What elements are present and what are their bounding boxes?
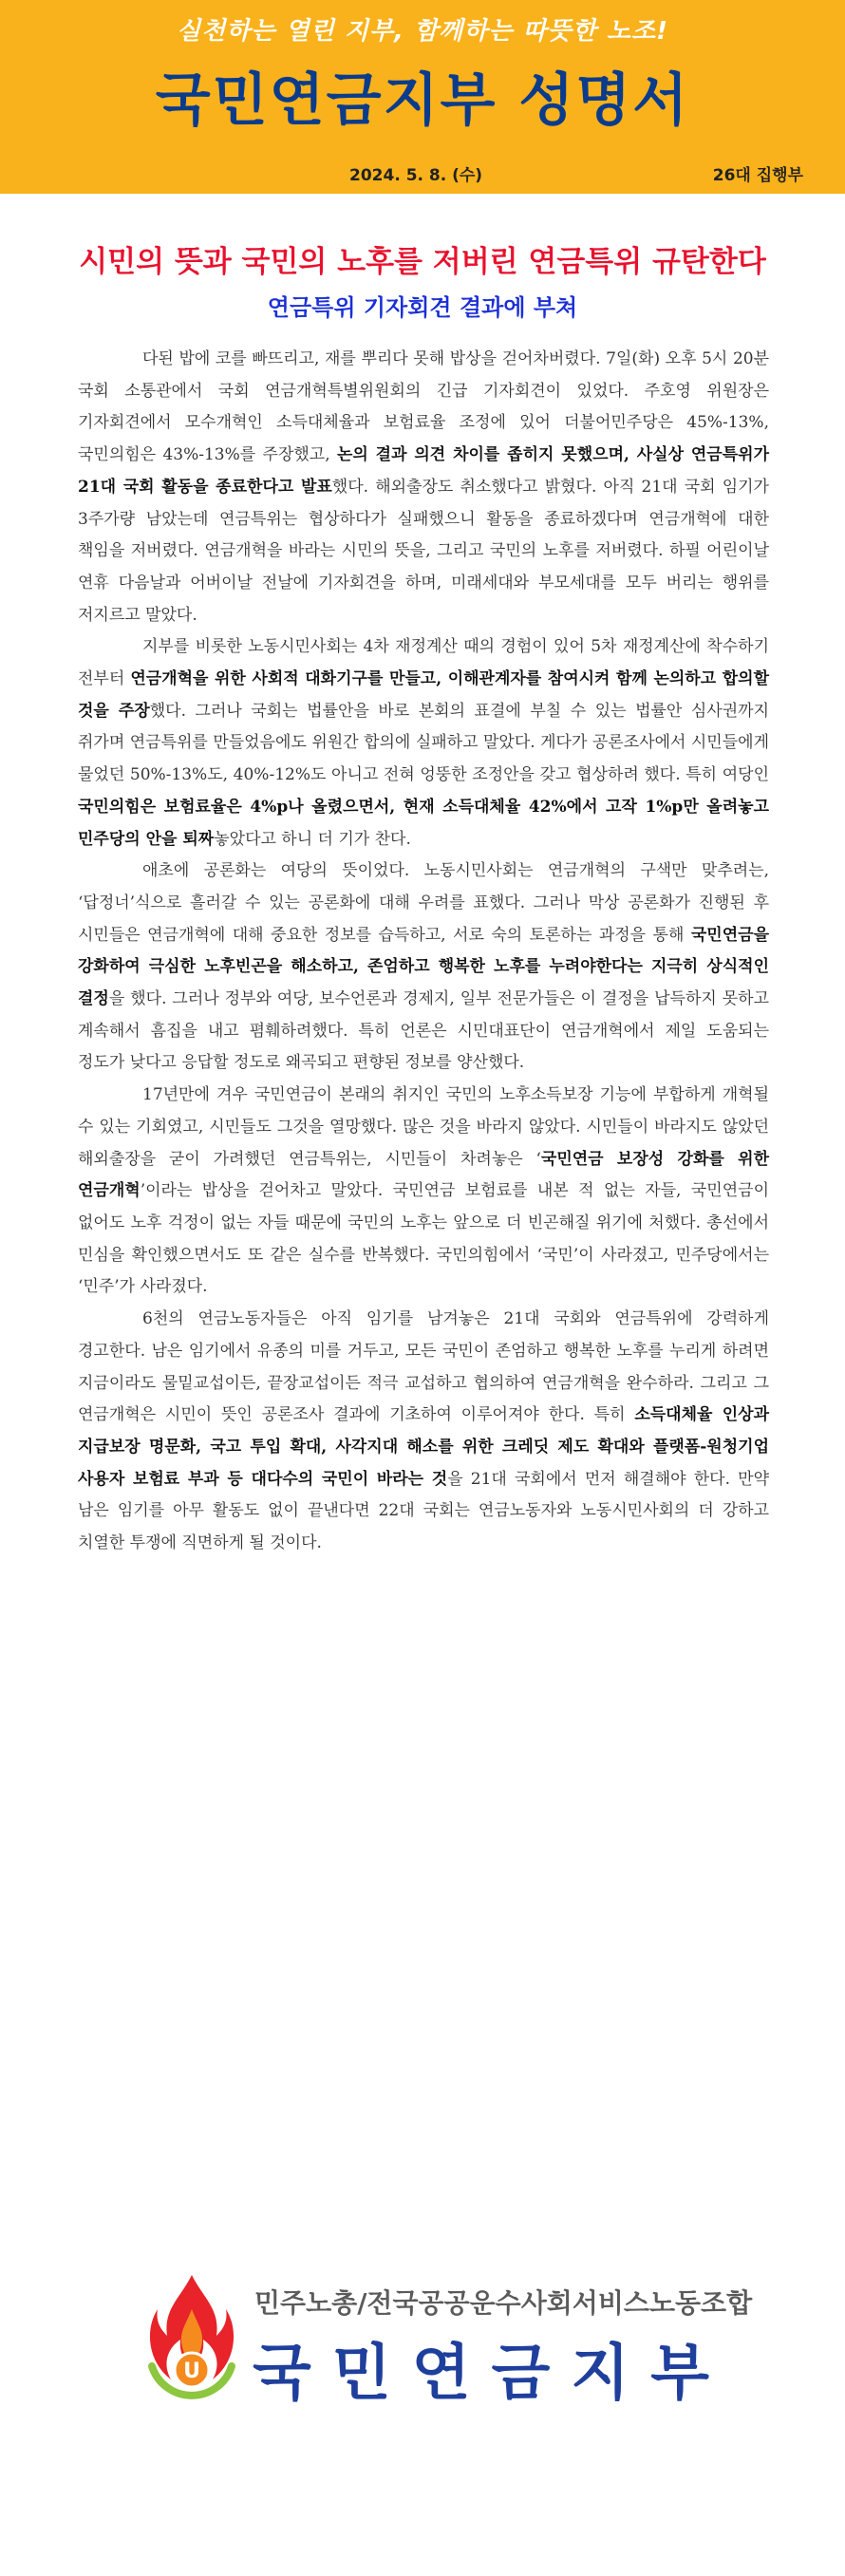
- statement-date: 2024. 5. 8. (수): [349, 166, 483, 185]
- emphasis-text: 소득대체율 인상과 지급보장 명문화, 국고 투입 확대, 사각지대 해소를 위한 크레딧 제도 확대와 플랫폼-원청기업 사용자 보험료 부과 등 대다수의 국민이 바라는 것: [78, 1405, 770, 1489]
- emphasis-text: 국민연금 보장성 강화를 위한 연금개혁: [78, 1149, 769, 1201]
- union-name: 민주노총/전국공공운수사회서비스노동조합: [254, 2287, 753, 2319]
- body-text-segment: 했다. 해외출장도 취소했다고 밝혔다. 아직 21대 국회 임기가 3주가량 남았는데 연금특위는 협상하다가 실패했으니 활동을 종료하겠다며 연금개혁에 대한 책임을 저버렸다. 연금개혁을 바라는 시민의 뜻을, 그리고 국민의 노후를 저버렸다. 하필 어린이날 연휴 다음날과 어버이날 전날에 기자회견을 하며, 미래세대와 부모세대를 모두 버리는 행위를 저지르고 말았다.: [78, 477, 769, 625]
- body-text-segment: 을 했다. 그러나 정부와 여당, 보수언론과 경제지, 일부 전문가들은 이 결정을 납득하지 못하고 계속해서 흠집을 내고 폄훼하려했다. 특히 언론은 시민대표단이 연금개혁에서 제일 도움되는 정도가 낮다고 응답할 정도로 왜곡되고 편향된 정보를 양산했다.: [78, 989, 769, 1073]
- header-slogan: 실천하는 열린 지부, 함께하는 따뜻한 노조!: [177, 17, 668, 46]
- edition-label: 26대 집행부: [712, 166, 803, 185]
- emphasis-text: 국민연금을 강화하여 극심한 노후빈곤을 해소하고, 존엄하고 행복한 노후를 누려야한다는 지극히 상식적인 결정: [78, 925, 769, 1009]
- statement-body: [78, 344, 769, 1560]
- body-text-segment: 6천의 연금노동자들은 아직 임기를 남겨놓은 21대 국회와 연금특위에 강력하게 경고한다. 남은 임기에서 유종의 미를 거두고, 모든 국민이 존엄하고 행복한 노후를 누리게 하려면 지금이라도 물밑교섭이든, 끝장교섭이든 적극 교섭하고 협의하여 연금개혁을 완수하라. 그리고 그 연금개혁은 시민이 뜻인 공론조사 결과에 기초하여 이루어져야 한다. 특히: [78, 1309, 769, 1425]
- header-headline: 국민연금지부 성명서: [155, 67, 690, 134]
- flame-u-logo-icon: [142, 2271, 241, 2404]
- body-text-segment: 17년만에 겨우 국민연금이 본래의 취지인 국민의 노후소득보장 기능에 부합하게 개혁될 수 있는 기회였고, 시민들도 그것을 열망했다. 많은 것을 바라지 않았다. 시민들이 바라지도 않았던 해외출장을 굳이 가려했던 연금특위는, 시민들이 차려놓은 ‘: [78, 1085, 769, 1169]
- body-text-segment: 했다. 그러나 국회는 법률안을 바로 본회의 표결에 부칠 수 있는 법률안 심사권까지 쥐가며 연금특위를 만들었음에도 위원간 합의에 실패하고 말았다. 게다가 공론조사에서 시민들에게 물었던 50%-13%도, 40%-12%도 아니고 전혀 엉뚱한 조정안을 갖고 협상하려 했다. 특히 여당인: [78, 701, 769, 785]
- body-text-segment: 놓았다고 하니 더 기가 찬다.: [214, 829, 411, 849]
- branch-name: 국민연금지부: [253, 2339, 730, 2409]
- body-text-segment: 을 21대 국회에서 먼저 해결해야 한다. 만약 남은 임기를 아무 활동도 없이 끝낸다면 22대 국회는 연금노동자와 노동시민사회의 더 강하고 치열한 투쟁에 직면하게 될 것이다.: [78, 1469, 769, 1553]
- body-text-segment: 애초에 공론화는 여당의 뜻이었다. 노동시민사회는 연금개혁의 구색만 맞추려는, ‘답정너’식으로 흘러갈 수 있는 공론화에 대해 우려를 표했다. 그러나 막상 공론화가 진행된 후 시민들은 연금개혁에 대해 중요한 정보를 습득하고, 서로 숙의 토론하는 과정을 통해: [78, 861, 769, 945]
- statement-paragraph: [78, 856, 769, 1080]
- statement-paragraph: [78, 1080, 769, 1304]
- logo-letter: U: [183, 2360, 200, 2383]
- emphasis-text: 논의 결과 의견 차이를 좁히지 못했으며, 사실상 연금특위가 21대 국회 활동을 종료한다고 발표: [78, 445, 769, 497]
- body-text-segment: 다된 밥에 코를 빠뜨리고, 재를 뿌리다 못해 밥상을 걷어차버렸다. 7일(화) 오후 5시 20분 국회 소통관에서 국회 연금개혁특별위원회의 긴급 기자회견이 있었다. 주호영 위원장은 기자회견에서 모수개혁인 소득대체율과 보험료율 조정에 있어 더불어민주당은 45%-13%, 국민의힘은 43%-13%를 주장했고,: [78, 349, 769, 465]
- statement-paragraph: [78, 344, 769, 631]
- emphasis-text: 연금개혁을 위한 사회적 대화기구를 만들고, 이해관계자를 참여시켜 함께 논의하고 합의할 것을 주장: [78, 669, 769, 721]
- statement-title: 시민의 뜻과 국민의 노후를 저버린 연금특위 규탄한다: [79, 245, 766, 279]
- body-text-segment: ’이라는 밥상을 걷어차고 말았다. 국민연금 보험료를 내본 적 없는 자들, 국민연금이 없어도 노후 걱정이 없는 자들 때문에 국민의 노후는 앞으로 더 빈곤해질 위기에 처했다. 총선에서 민심을 확인했으면서도 또 같은 실수를 반복했다. 국민의힘에서 ‘국민’이 사라졌고, 민주당에서는 ‘민주’가 사라졌다.: [78, 1181, 769, 1297]
- statement-subtitle: 연금특위 기자회견 결과에 부쳐: [267, 294, 578, 321]
- emphasis-text: 국민의힘은 보험료율은 4%p나 올렸으면서, 현재 소득대체율 42%에서 고작 1%p만 올려놓고 민주당의 안을 퇴짜: [78, 797, 769, 849]
- statement-paragraph: [78, 1304, 769, 1560]
- body-text-segment: 지부를 비롯한 노동시민사회는 4차 재정계산 때의 경험이 있어 5차 재정계산에 착수하기 전부터: [78, 637, 769, 689]
- statement-paragraph: [78, 631, 769, 856]
